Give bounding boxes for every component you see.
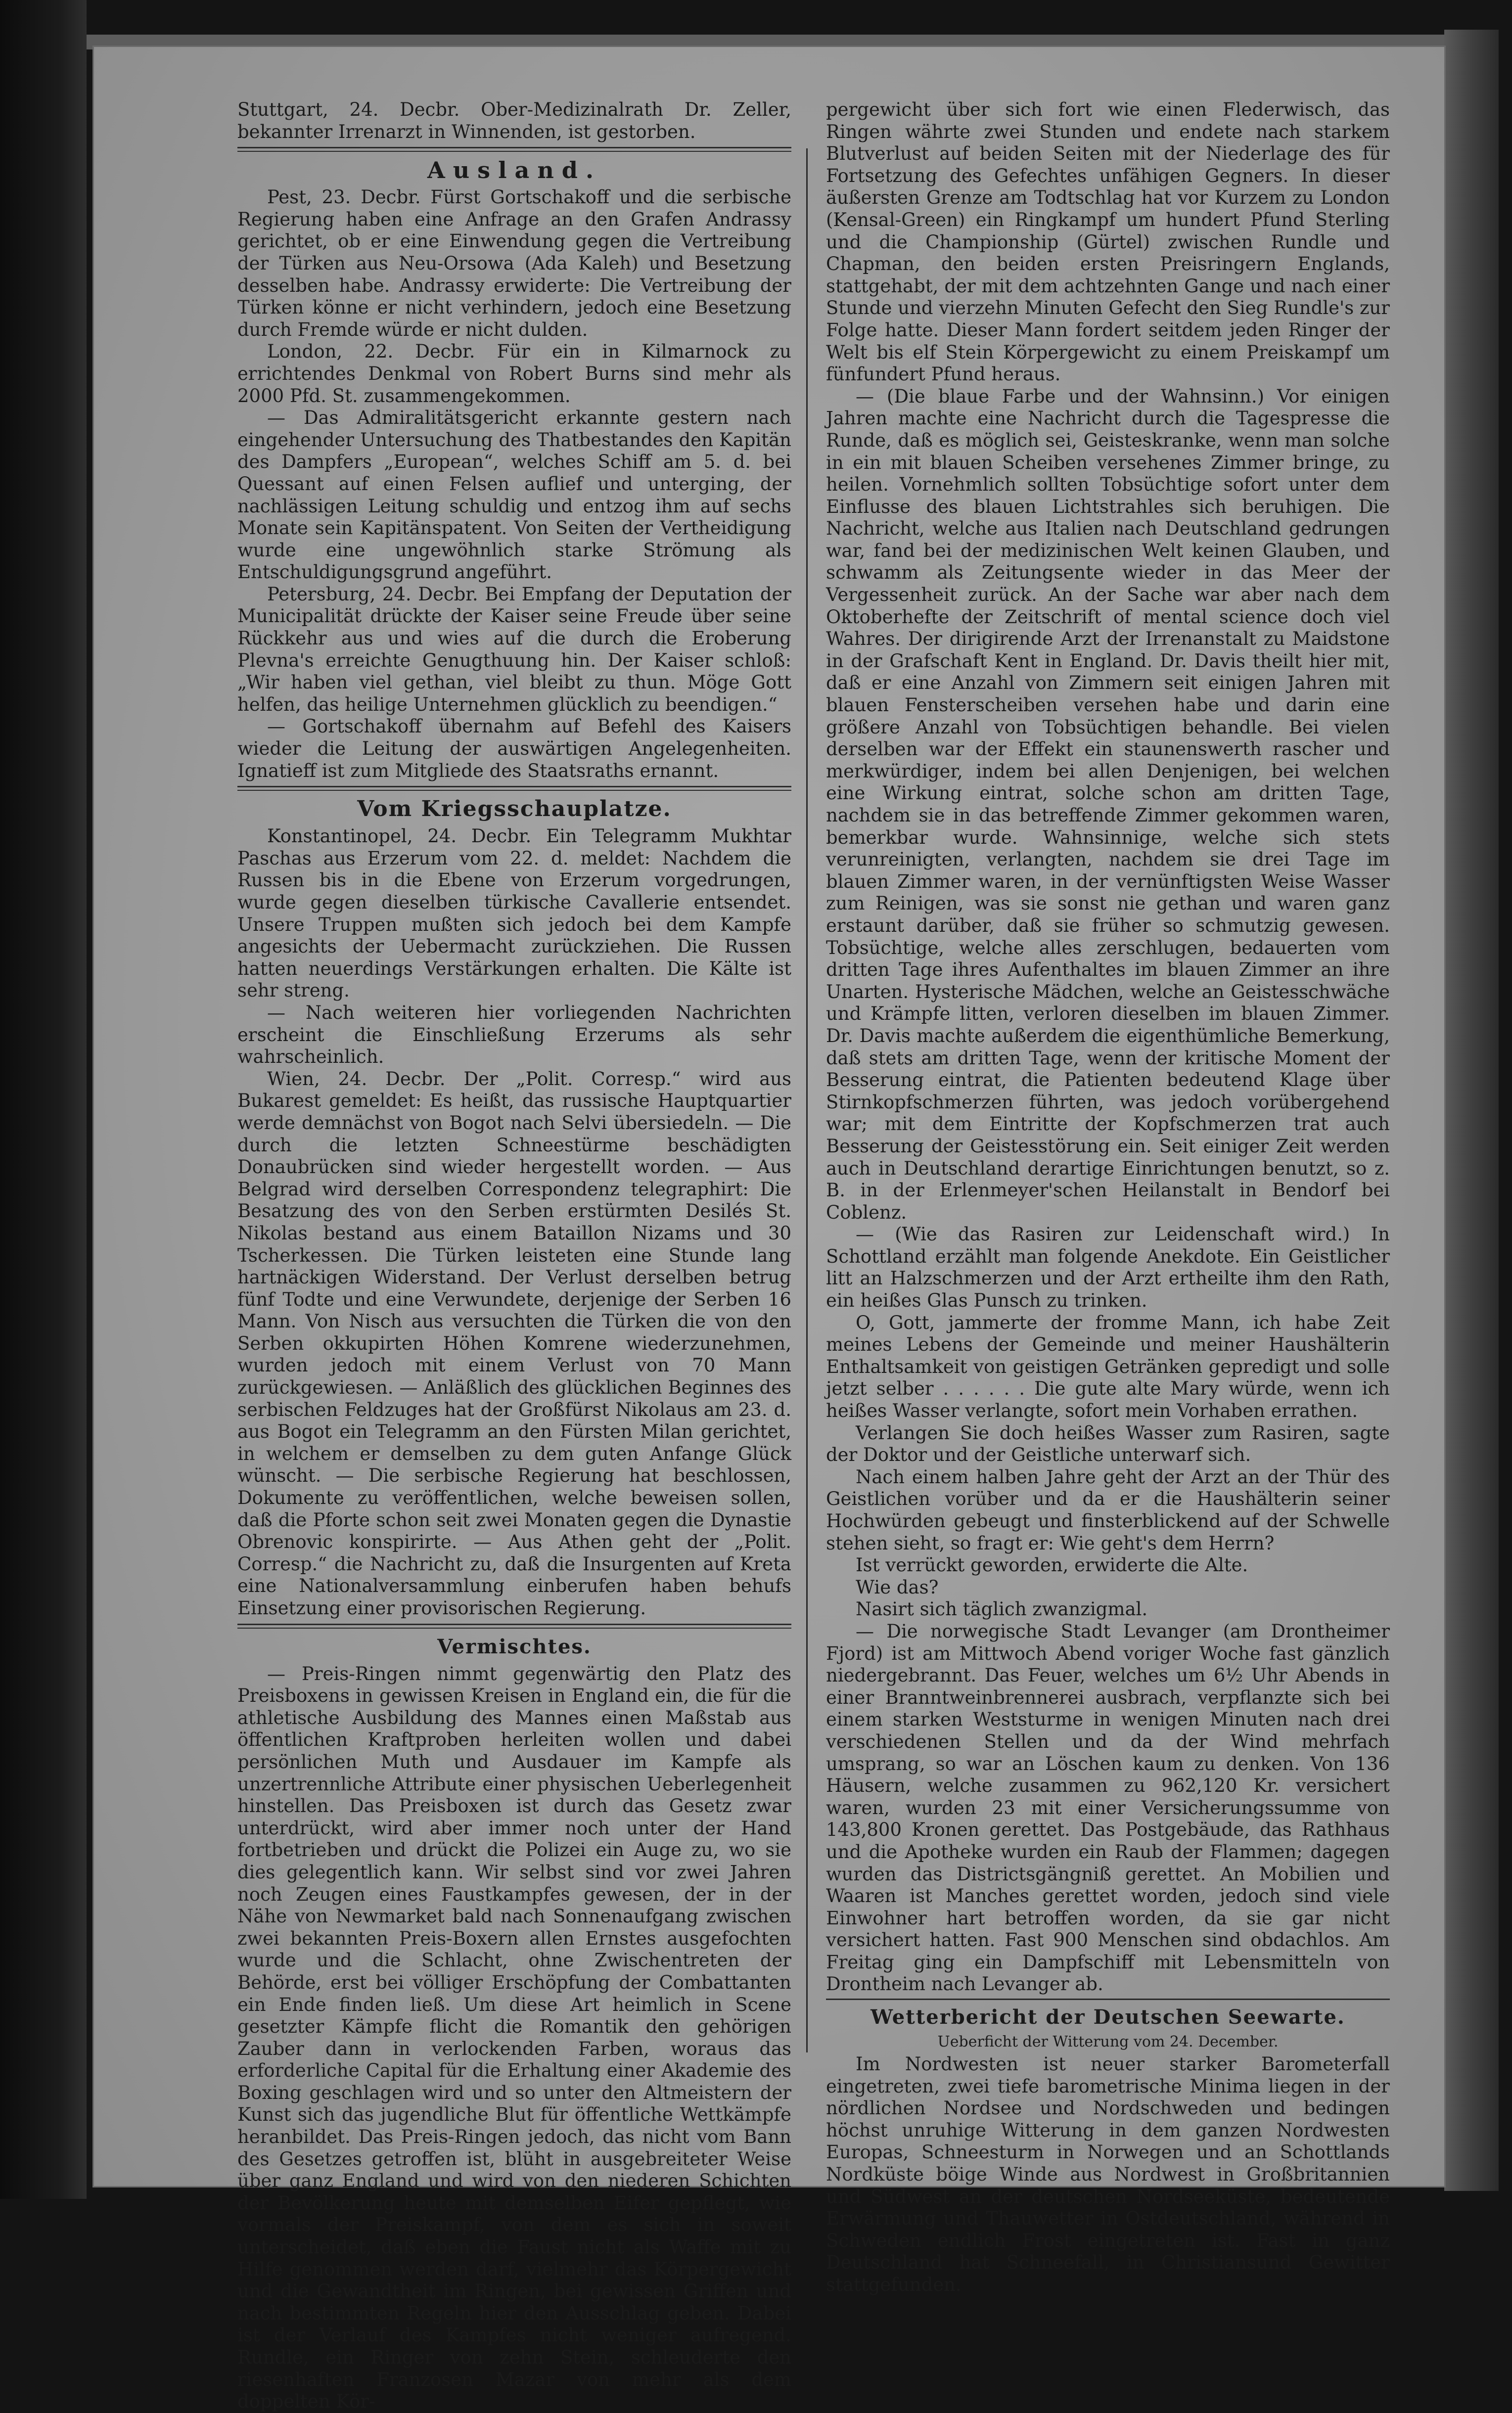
levanger-article: — Die norwegische Stadt Levanger (am Drontheimer Fjord) ist am Mittwoch Abend voriger Woche fast gänzlich niedergebrannt. Das Feuer, welches um 6½ Uhr Abends in einer Branntweinbrennerei ausbrach, verpflanzte sich bei einem starken Weststurme in wenigen Minuten nach drei verschiedenen Stellen und da der Wind mehrfach umsprang, so war an Löschen kaum zu denken. Von 136 Häusern, welche zusammen zu 962,120 Kr. versichert waren, wurden 23 mit einer Versicherungssumme von 143,800 Kronen gerettet. Das Postgebäude, das Rathhaus und die Apotheke wurden ein Raub der Flammen; dagegen wurden das Districtsgängniß gerettet. An Mobilien und Waaren ist Manches gerettet worden, jedoch sind viele Einwohner hart betroffen worden, da sie gar nicht versichert hatten. Fast 900 Menschen sind obdachlos. Am Freitag ging ein Dampfschiff mit Lebensmitteln von Drontheim nach Levanger ab. [826,1620,1390,1995]
right-column [826,99,1390,2296]
gortschakoff-article: — Gortschakoff übernahm auf Befehl des Kaisers wieder die Leitung der auswärtigen Angelegenheiten. Ignatieff ist zum Mitgliede des Staatsraths ernannt. [237,716,791,781]
blue-color-article: — (Die blaue Farbe und der Wahnsinn.) Vor einigen Jahren machte eine Nachricht durch die Tagespresse die Runde, daß es möglich sei, Geisteskranke, wenn man solche in ein mit blauen Scheiben versehenes Zimmer bringe, zu heilen. Vornehmlich sollten Tobsüchtige sofort unter dem Einflusse des blauen Lichtstrahles sich beruhigen. Die Nachricht, welche aus Italien nach Deutschland gedrungen war, fand bei der medizinischen Welt keinen Glauben, und schwamm als Zeitungsente wieder in das Meer der Vergessenheit zurück. An der Sache war aber nach dem Oktoberhefte der Zeitschrift of mental science doch viel Wahres. Der dirigirende Arzt der Irrenanstalt zu Maidstone in der Grafschaft Kent in England. Dr. Davis theilt hier mit, daß er eine Anzahl von Zimmern seit einigen Jahren mit blauen Fensterscheiben versehen habe und darin eine größere Anzahl von Tobsüchtigen behandle. Bei vielen derselben war der Effekt ein staunenswerth rascher und merkwürdiger, indem bei allen Denjenigen, bei welchen eine Wirkung eintrat, solche schon am dritten Tage, nachdem sie in das betreffende Zimmer gekommen waren, bemerkbar wurde. Wahnsinnige, welche sich stets verunreinigten, verlangten, nachdem sie drei Tage im blauen Zimmer waren, in der vernünftigsten Weise Wasser zum Reinigen, was sie sonst nie gethan und waren ganz erstaunt darüber, daß sie früher so schmutzig gewesen. Tobsüchtige, welche alles zerschlugen, bedauerten vom dritten Tage ihres Aufenthaltes im blauen Zimmer an ihre Unarten. Hysterische Mädchen, welche an Geistesschwäche und Krämpfe litten, verloren dieselben im blauen Zimmer. Dr. Davis machte außerdem die eigenthümliche Bemerkung, daß stets am dritten Tage, wenn der kritische Moment der Besserung eintrat, die Patienten bedeutend Klage über Stirnkopfschmerzen führten, was jedoch vorübergehend war; mit dem Eintritte der Kopfschmerzen trat auch Besserung der Geistesstörung ein. Seit einiger Zeit werden auch in Deutschland derartige Einrichtungen benutzt, so z. B. in der Erlenmeyer'schen Heilanstalt in Bendorf bei Coblenz. [826,385,1390,1223]
heading-ausland: Ausland. [427,157,601,184]
shaving-dialogue-3: Nach einem halben Jahre geht der Arzt an der Thür des Geistlichen vorüber und da er die Haushälterin seiner Hochwürden gebeugt und finsterblickend auf der Schwelle stehen sieht, so fragt er: Wie geht's dem Herrn? [826,1466,1390,1554]
pest-article: Pest, 23. Decbr. Fürst Gortschakoff und die serbische Regierung haben eine Anfrage an den Grafen Andrassy gerichtet, ob er eine Einwendung gegen die Vertreibung der Türken aus Neu-Orsowa (Ada Kaleh) und Besetzung desselben habe. Andrassy erwiderte: Die Vertreibung der Türken könne er nicht verhindern, jedoch eine Besetzung durch Fremde würde er nicht dulden. [237,186,791,340]
weather-subheading: Ueberficht der Witterung vom 24. December. [937,2033,1279,2051]
heading-wetterbericht: Wetterbericht der Deutschen Seewarte. [871,2005,1345,2029]
heading-kriegsschauplatz: Vom Kriegsschauplatze. [357,796,672,822]
shaving-dialogue-4: Ist verrückt geworden, erwiderte die Alte. [856,1554,1248,1576]
weather-report: Im Nordwesten ist neuer starker Barometerfall eingetreten, zwei tiefe barometrische Minima liegen in der nördlichen Nordsee und Nordschweden und bedingen höchst unruhige Witterung in dem ganzen Nordwesten Europas, Schneesturm in Norwegen und an Schottlands Nordküste böige Winde aus Nordwest in Großbritannien und Südwest an der deutschen Nordseeküste, bedeutende Erwärmung und Thauwetter in Ostdeutschland, während in Schweden endlich Frost eingetreten ist. Fast in ganz Deutschland hat Schneefall, in Christiansund Gewitter stattgefunden. [826,2053,1390,2295]
shaving-dialogue-5: Wie das? [856,1576,939,1598]
konstantinopel-article: Konstantinopel, 24. Decbr. Ein Telegramm Mukhtar Paschas aus Erzerum vom 22. d. meldet: Nachdem die Russen bis in die Ebene von Erzerum vorgedrungen, wurde gegen dieselben türkische Cavallerie entsendet. Unsere Truppen mußten sich jedoch bei dem Kampfe angesichts der Uebermacht zurückziehen. Die Russen hatten neuerdings Verstärkungen erhalten. Die Kälte ist sehr streng. [237,825,791,1002]
page-edge-right [1444,30,1499,2191]
book-binding [0,0,87,2199]
section-rule [237,786,791,791]
erzerum-article: — Nach weiteren hier vorliegenden Nachrichten erscheint die Einschließung Erzerums als sehr wahrscheinlich. [237,1002,791,1068]
heading-vermischtes: Vermischtes. [437,1635,592,1658]
preisringen-article: — Preis-Ringen nimmt gegenwärtig den Platz des Preisboxens in gewissen Kreisen in England ein, die für die athletische Ausbildung des Mannes einen Maßstab aus öffentlichen Kraftproben herleiten wollen und dabei persönlichen Muth und Ausdauer im Kampfe als unzertrennliche Attribute einer physischen Ueberlegenheit hinstellen. Das Preisboxen ist durch das Gesetz zwar unterdrückt, wird aber immer noch unter der Hand fortbetrieben und drückt die Polizei ein Auge zu, wo sie dies gelegentlich kann. Wir selbst sind vor zwei Jahren noch Zeugen eines Faustkampfes gewesen, der in der Nähe von Newmarket bald nach Sonnenaufgang zwischen zwei bekannten Preis-Boxern allen Ernstes ausgefochten wurde und die Schlacht, ohne Zwischentreten der Behörde, erst bei völliger Erschöpfung der Combattanten ein Ende finden ließ. Um diese Art heimlich in Scene gesetzter Kämpfe flicht die Romantik den gehörigen Zauber dann in verlockenden Farben, woraus das erforderliche Capital für die Erhaltung einer Akademie des Boxing geschlagen wird und so unter den Altmeistern der Kunst sich das jugendliche Blut für öffentliche Wettkämpfe heranbildet. Das Preis-Ringen jedoch, das nicht vom Bann des Gesetzes getroffen ist, blüht in ausgebreiteter Weise über ganz England und wird von den niederen Schichten der Bevölkerung heute mit demselben Eifer gepflegt, wie vormals der Preiskampf, von dem es sich in soweit unterscheidet, daß eben die Faust nicht als Waffe mit zu Hilfe genommen werden darf, vielmehr das Körpergewicht und die Gewandtheit im Ringen, bei gewissen Griffen und nach bestimmten Regeln hier den Ausschlag geben. Dabei ist der Verlauf des Kampfes nicht weniger aufregend. Rundle, ein Ringer von zehn Stein, schleuderte den riesenhaften Franzosen Mazar von mehr als dem doppelten Kör- [237,1663,791,2413]
admiralty-article: — Das Admiralitätsgericht erkannte gestern nach eingehender Untersuchung des Thatbestandes den Kapitän des Dampfers „European“, welches Schiff am 5. d. bei Quessant auf einen Felsen auflief und unterging, der nachlässigen Leitung schuldig und entzog ihm auf sechs Monate sein Kapitänspatent. Von Seiten der Vertheidigung wurde eine ungewöhnlich starke Strömung als Entschuldigungsgrund angeführt. [237,407,791,583]
stuttgart-notice: Stuttgart, 24. Decbr. Ober-Medizinalrath Dr. Zeller, bekannter Irrenarzt in Winnenden, ist gestorben. [237,99,791,142]
shaving-article: — (Wie das Rasiren zur Leidenschaft wird.) In Schottland erzählt man folgende Anekdote. Ein Geistlicher litt an Halzschmerzen und der Arzt ertheilte ihm den Rath, ein heißes Glas Punsch zu trinken. [826,1224,1390,1312]
shaving-dialogue-6: Nasirt sich täglich zwanzigmal. [856,1598,1148,1620]
column-divider [806,148,808,2052]
shaving-dialogue-1: O, Gott, jammerte der fromme Mann, ich habe Zeit meines Lebens der Gemeinde und meiner Haushälterin Enthaltsamkeit von geistigen Getränken gepredigt und solle jetzt selber . . . . . . Die gute alte Mary würde, wenn ich heißes Wasser verlangte, sofort mein Vorhaben errathen. [826,1312,1390,1422]
preisringen-continued: pergewicht über sich fort wie einen Flederwisch, das Ringen währte zwei Stunden und endete nach starkem Blutverlust auf beiden Seiten mit der Niederlage des für Fortsetzung des Gefechtes unfähigen Gegners. In dieser äußersten Grenze am Todtschlag hat vor Kurzem zu London (Kensal-Green) ein Ringkampf um hundert Pfund Sterling und die Championship (Gürtel) zwischen Rundle und Chapman, den beiden ersten Preisringern Englands, stattgehabt, der mit dem achtzehnten Gange und nach einer Stunde und vierzehn Minuten Gefecht den Sieg Rundle's zur Folge hatte. Dieser Mann fordert seitdem jeden Ringer der Welt bis elf Stein Körpergewicht zu einem Preiskampf um fünfundert Pfund heraus. [826,99,1390,385]
section-rule [237,1624,791,1629]
london-article: London, 22. Decbr. Für ein in Kilmarnock zu errichtendes Denkmal von Robert Burns sind mehr als 2000 Pfd. St. zusammengekommen. [237,341,791,407]
section-rule [826,1999,1390,2000]
shaving-dialogue-2: Verlangen Sie doch heißes Wasser zum Rasiren, sagte der Doktor und der Geistliche unterwarf sich. [826,1422,1390,1466]
petersburg-article: Petersburg, 24. Decbr. Bei Empfang der Deputation der Municipalität drückte der Kaiser seine Freude über seine Rückkehr aus und wies auf die durch die Eroberung Plevna's erreichte Genugthuung hin. Der Kaiser schloß: „Wir haben viel gethan, viel bleibt zu thun. Möge Gott helfen, das heilige Unternehmen glücklich zu beendigen.“ [237,583,791,715]
section-rule [237,147,791,152]
wien-article: Wien, 24. Decbr. Der „Polit. Corresp.“ wird aus Bukarest gemeldet: Es heißt, das russische Hauptquartier werde demnächst von Bogot nach Selvi übersiedeln. — Die durch die letzten Schneestürme beschädigten Donaubrücken sind wieder hergestellt worden. — Aus Belgrad wird derselben Correspondenz telegraphirt: Die Besatzung des von den Serben erstürmten Desilés St. Nikolas bestand aus einem Bataillon Nizams und 30 Tscherkessen. Die Türken leisteten eine Stunde lang hartnäckigen Widerstand. Der Verlust derselben betrug fünf Todte und eine Verwundete, derjenige der Serben 16 Mann. Von Nisch aus versuchten die Türken die von den Serben okkupirten Höhen Komrene wiederzunehmen, wurden jedoch mit einem Verlust von 70 Mann zurückgewiesen. — Anläßlich des glücklichen Beginnes des serbischen Feldzuges hat der Großfürst Nikolaus am 23. d. aus Bogot ein Telegramm an den Fürsten Milan gerichtet, in welchem er demselben zu dem guten Anfange Glück wünscht. — Die serbische Regierung hat beschlossen, Dokumente zu veröffentlichen, welche beweisen sollen, daß die Pforte schon seit zwei Monaten gegen die Dynastie Obrenovic konspirirte. — Aus Athen geht der „Polit. Corresp.“ die Nachricht zu, daß die Insurgenten auf Kreta eine Nationalversammlung einberufen haben behufs Einsetzung einer provisorischen Regierung. [237,1068,791,1619]
left-column [237,99,791,2413]
